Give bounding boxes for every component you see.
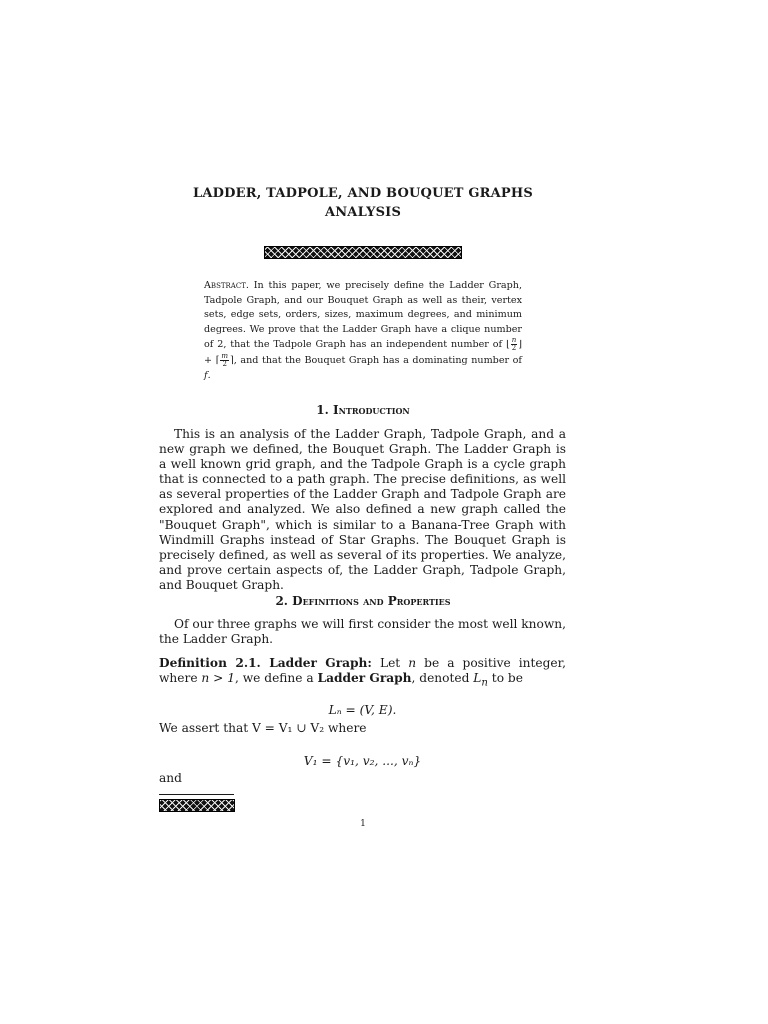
definition-condition: n > 1 xyxy=(201,671,235,686)
fraction-n-over-2 xyxy=(511,337,518,352)
section-heading-definitions: 2. Definitions and Properties xyxy=(275,594,451,608)
page-number: 1 xyxy=(360,819,366,829)
definition-symbol-base: L xyxy=(473,671,482,686)
and-line: and xyxy=(159,771,182,785)
assertion-line: We assert that V = V₁ ∪ V₂ where xyxy=(159,721,367,735)
abstract-var-f: f xyxy=(204,369,208,381)
abstract: Abstract. In this paper, we precisely define the Ladder Graph, Tadpole Graph, and our Bouquet Graph as well as their, vertex sets, edge sets, orders, sizes, maximum degrees, and minimum degrees. We prove that the Ladder Graph have a clique number of 2, that the Tadpole Graph has an independent number of ⌊ $\frac{n}{2}$ ⌋ + ⌈ $\frac{m}{2}$ ⌉, and that the Bouquet Graph has a dominating number of f. xyxy=(204,280,522,381)
footnote-rule xyxy=(159,794,234,795)
abstract-text-1: In this paper, we precisely define the Ladder Graph, Tadpole Graph, and our Bouquet Graph as well as their, vertex sets, edge sets, orders, sizes, maximum degrees, and minimum degrees. We prove that the Ladder Graph have a clique number of 2, that the Tadpole Graph has an independent number of xyxy=(204,280,522,351)
redacted-author-block xyxy=(264,246,462,259)
definition-var-n: n xyxy=(408,656,417,670)
abstract-end: . xyxy=(207,369,211,381)
section-heading-introduction: 1. Introduction xyxy=(316,403,410,417)
equation-ladder-graph: Lₙ = (V, E). xyxy=(328,703,397,717)
title-line-1: LADDER, TADPOLE, AND BOUQUET GRAPHS xyxy=(193,186,533,201)
definition-text-2: be a positive integer, where xyxy=(159,656,566,686)
definition-text-1: Let xyxy=(371,656,409,670)
definitions-intro-paragraph: Of our three graphs we will first consider the most well known, the Ladder Graph. xyxy=(159,617,566,647)
definition-2-1 xyxy=(159,656,566,691)
fraction-m-over-2 xyxy=(220,353,229,368)
definition-bold-term: Ladder Graph xyxy=(317,671,412,686)
abstract-label: Abstract. xyxy=(204,280,249,291)
title-line-2: ANALYSIS xyxy=(324,205,402,220)
paper-title xyxy=(160,184,566,222)
abstract-text-2: , and that the Bouquet Graph has a dominating number of xyxy=(233,354,522,366)
definition-symbol xyxy=(473,671,488,689)
equation-vertex-set: V₁ = {v₁, v₂, ..., vₙ} xyxy=(303,754,422,768)
fraction-n-numerator: n xyxy=(511,336,517,345)
redacted-footnote-block xyxy=(159,799,235,812)
introduction-paragraph: This is an analysis of the Ladder Graph, Tadpole Graph, and a new graph we defined, the Bouquet Graph. The Ladder Graph is a well known grid graph, and the Tadpole Graph is a cycle graph that is connected to a path graph. The precise definitions, as well as several properties of the Ladder Graph and Tadpole Graph are explored and analyzed. We also defined a new graph called the "Bouquet Graph", which is similar to a Banana-Tree Graph with Windmill Graphs instead of Star Graphs. The Bouquet Graph is precisely defined, as well as several of its properties. We analyze, and prove certain aspects of, the Ladder Graph, Tadpole Graph, and Bouquet Graph. xyxy=(159,427,566,592)
definition-label: Definition 2.1. Ladder Graph: xyxy=(159,656,372,670)
fraction-m-numerator: m xyxy=(221,351,228,360)
definition-text-5: to be xyxy=(487,671,523,686)
fraction-m-denominator: 2 xyxy=(222,359,227,368)
definition-symbol-subscript: n xyxy=(481,677,488,689)
definition-text-3: , we define a xyxy=(235,671,318,686)
definition-text-4: , denoted xyxy=(411,671,474,686)
fraction-n-denominator: 2 xyxy=(511,344,517,353)
